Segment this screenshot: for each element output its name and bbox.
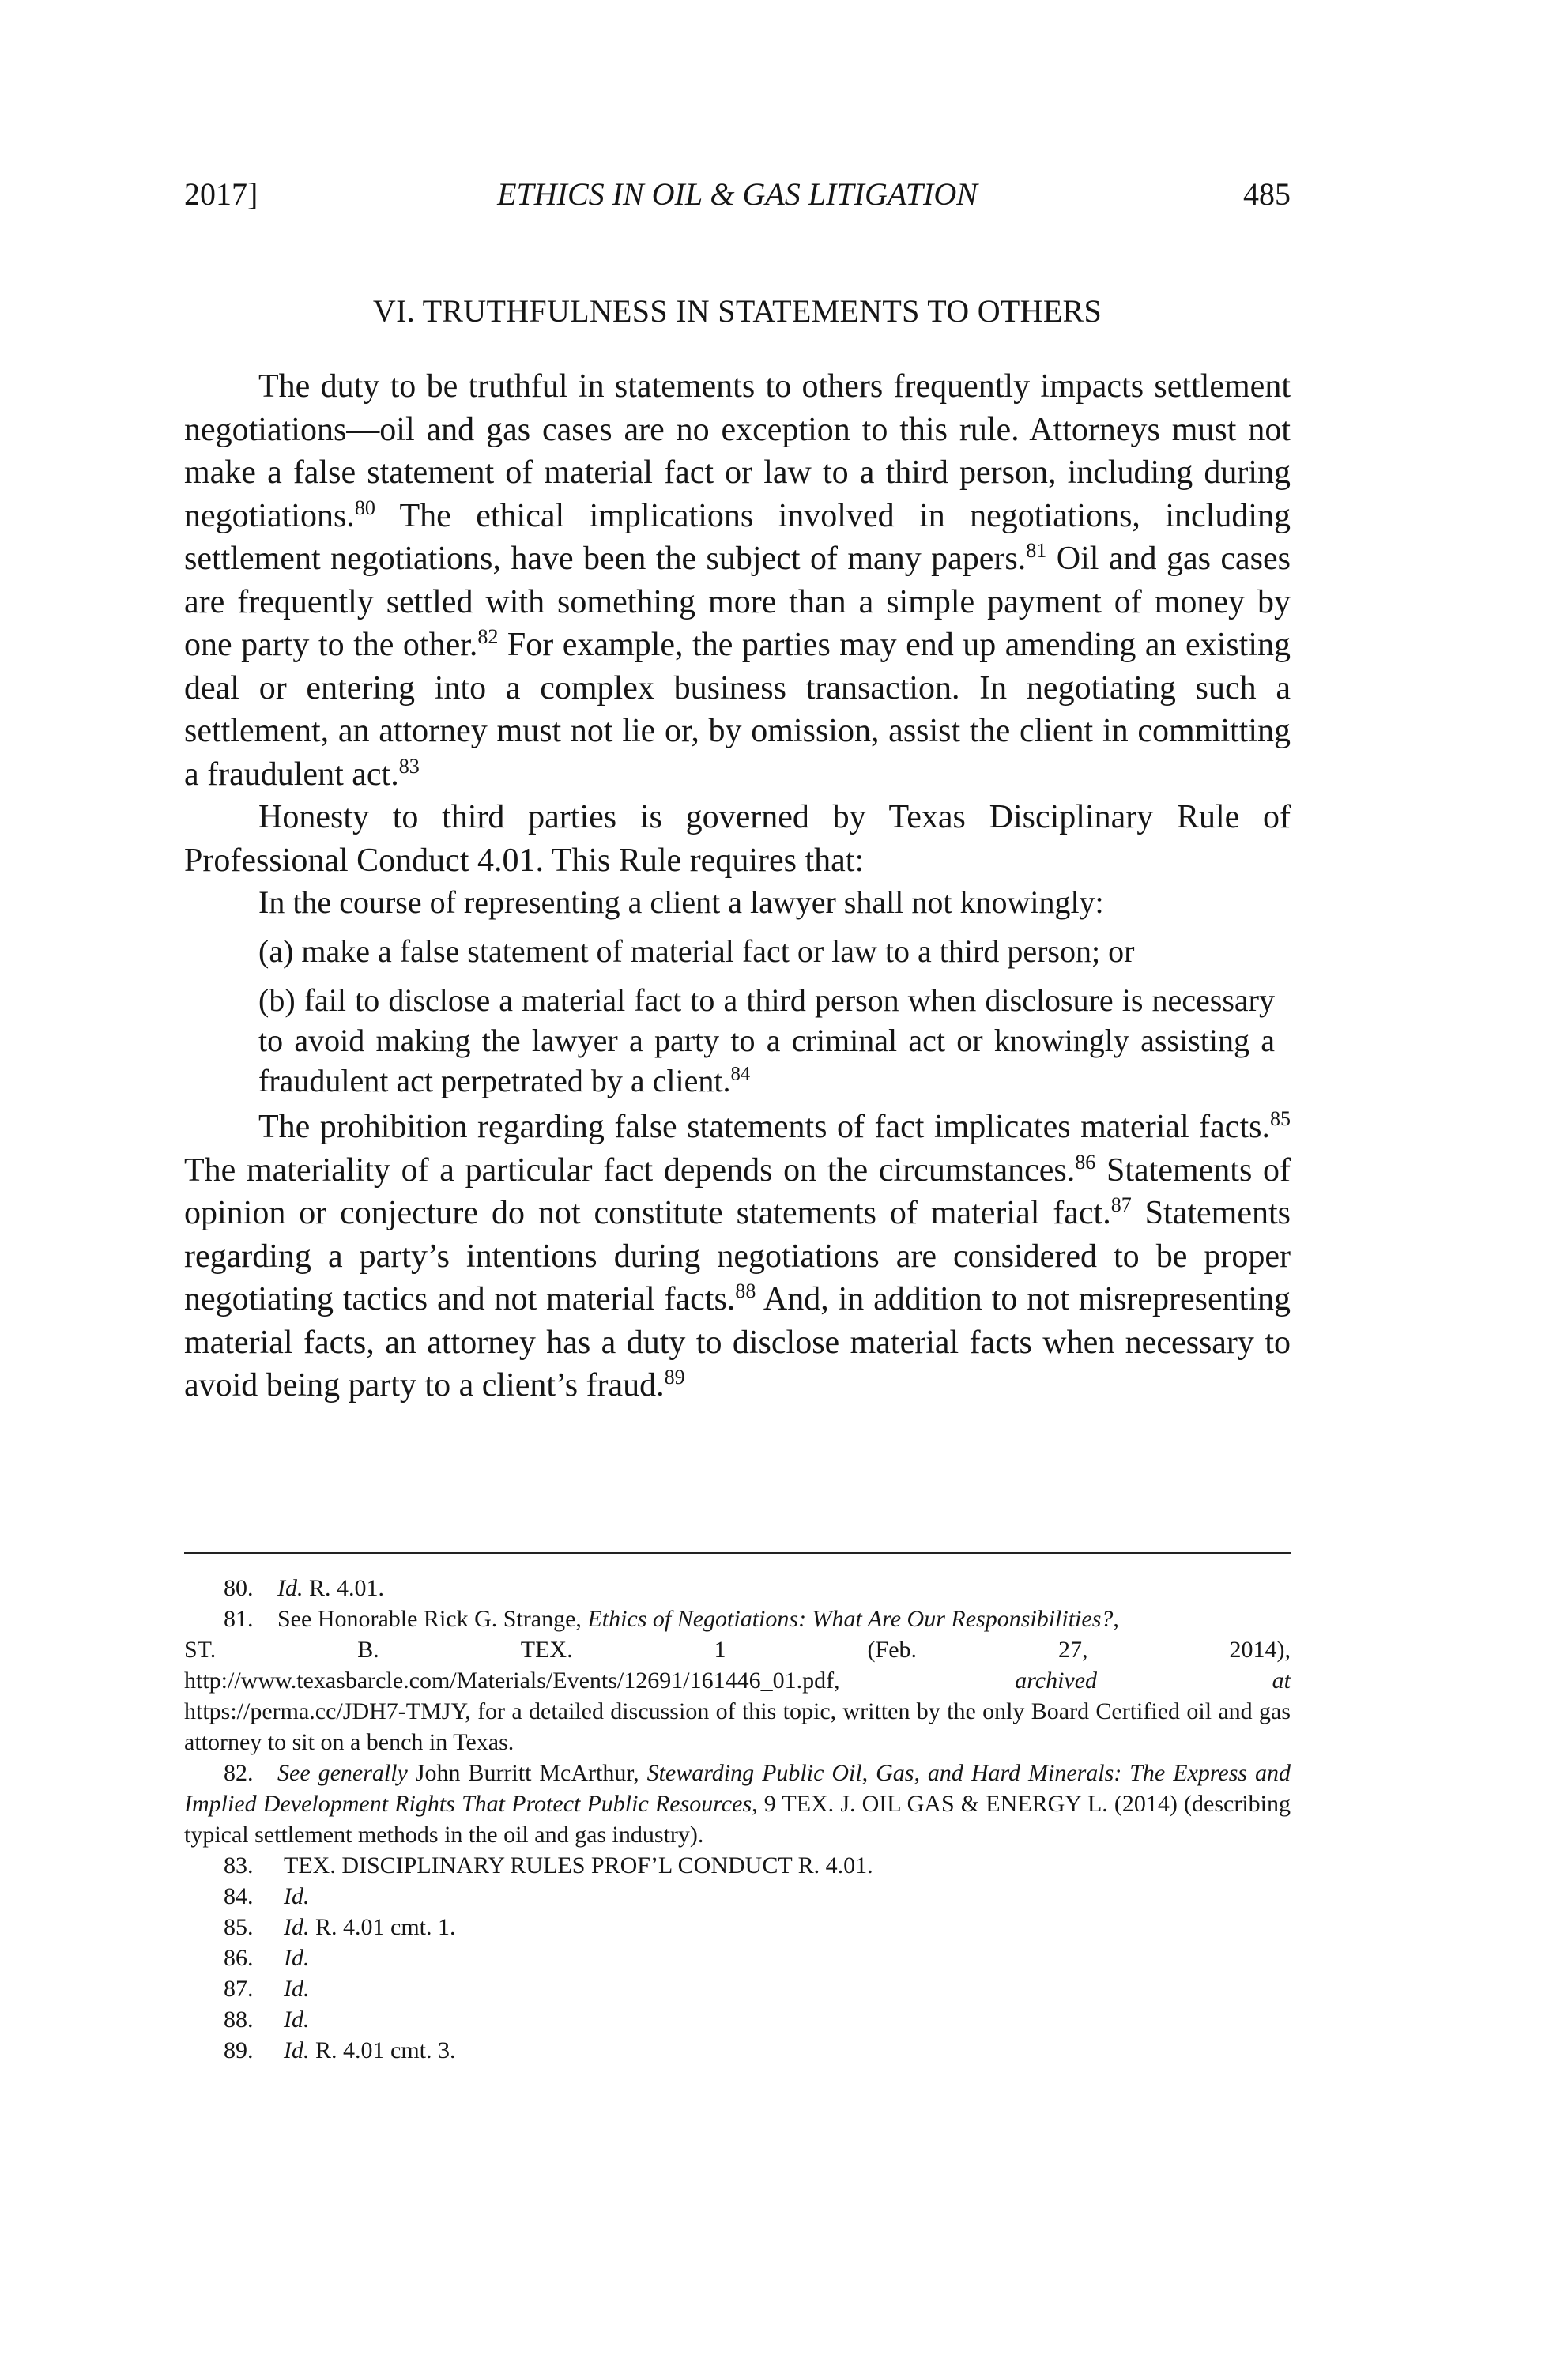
footnote-ref[interactable]: 86 — [1075, 1150, 1096, 1174]
paragraph-1: The duty to be truthful in statements to others frequently impacts settlement negotiations—oil and gas cases are no exception to this rule. Attorneys must not make a false statement of material fact or law to a third person, including during negotiations.$^{80}$ The ethical implications involved in negotiations, including settlement negotiations, have been the subject of many papers.$^{81}$ Oil and gas cases are frequently settled with something more than a simple payment of money by one party to the other.$^{82}$ For example, the parties may end up amending an existing deal or entering into a complex business transaction. In negotiating such a settlement, an attorney must not lie or, by omission, assist the client in committing a fraudulent act.$^{83}$ — [184, 368, 1291, 793]
citation-row: ST. B. TEX. 1 (Feb. 27, 2014), — [184, 1637, 1291, 1663]
url-row: http://www.texasbarcle.com/Materials/Events/12691/161446_01.pdf, archived at — [184, 1665, 1291, 1696]
footnote-ref[interactable]: 84 — [730, 1063, 751, 1085]
footnote-80: 80. Id. R. 4.01. — [224, 1575, 385, 1601]
footnote-ref[interactable]: 80 — [354, 496, 375, 519]
quote-intro: In the course of representing a client a lawyer shall not knowingly: — [258, 884, 1104, 920]
footnote-83: 83. TEX. DISCIPLINARY RULES PROF’L CONDUCT R. 4.01. — [224, 1852, 873, 1879]
body-text — [184, 365, 1291, 1407]
section-heading: VI. TRUTHFULNESS IN STATEMENTS TO OTHERS — [372, 293, 1102, 329]
footnote-88: 88. Id. — [224, 2007, 310, 2033]
footnote-89: 89. Id. R. 4.01 cmt. 3. — [224, 2037, 456, 2063]
footnote-ref[interactable]: 87 — [1110, 1193, 1132, 1216]
footnote-ref[interactable]: 82 — [477, 625, 499, 648]
footnote-87: 87. Id. — [224, 1976, 310, 2002]
quote-item-a: (a) make a false statement of material fact or law to a third person; or — [258, 933, 1135, 969]
footnote-82: 82. See generally John Burritt McArthur, Stewarding Public Oil, Gas, and Hard Minerals: The Express and Implied Development Rights That Protect Public Resources, 9 TEX. J. OIL GAS & ENERGY L. (2014) (describing typical settlement methods in the oil and gas industry). — [184, 1760, 1291, 1848]
footnote-86: 86. Id. — [224, 1945, 310, 1971]
footnote-ref[interactable]: 85 — [1269, 1107, 1291, 1130]
paragraph-3: The prohibition regarding false statements of fact implicates material facts.$^{85}$ The materiality of a particular fact depends on the circumstances.$^{86}$ Statements of opinion or conjecture do not constitute statements of material fact.$^{87}$ Statements regarding a party’s intentions during negotiations are considered to be proper negotiating tactics and not material facts.$^{88}$ And, in addition to not misrepresenting material facts, an attorney has a duty to disclose material facts when necessary to avoid being party to a client’s fraud.$^{89}$ — [184, 1107, 1291, 1404]
header-year: 2017] — [184, 176, 258, 212]
footnote-84: 84. Id. — [224, 1883, 310, 1909]
paragraph-2: Honesty to third parties is governed by Texas Disciplinary Rule of Professional Conduct 4.01. This Rule requires that: — [184, 799, 1291, 879]
running-title: ETHICS IN OIL & GAS LITIGATION — [497, 176, 978, 212]
footnote-ref[interactable]: 88 — [735, 1279, 756, 1302]
footnote-85: 85. Id. R. 4.01 cmt. 1. — [224, 1914, 456, 1940]
footnote-divider — [184, 1552, 1291, 1554]
footnote-ref[interactable]: 81 — [1026, 539, 1047, 562]
footnote-ref[interactable]: 83 — [398, 754, 420, 778]
footnote-ref[interactable]: 89 — [664, 1366, 685, 1389]
footnote-81: 81. See Honorable Rick G. Strange, Ethics of Negotiations: What Are Our Responsibilities?, ST. B. TEX. 1 (Feb. 27, 2014), http://www.texasbarcle.com/Materials/Events/12691/161446_01.pdf, archived at https://perma.cc/JDH7-TMJY, for a detailed discussion of this topic, written by the only Board Certified oil and gas attorney to sit on a bench in Texas. — [184, 1606, 1291, 1755]
page-number: 485 — [1243, 176, 1291, 212]
block-quote — [258, 882, 1275, 1101]
quote-item-b: (b) fail to disclose a material fact to a third person when disclosure is necessary to avoid making the lawyer a party to a criminal act or knowingly assisting a fraudulent act perpetrated by a client.$^{84}$ — [258, 982, 1275, 1098]
running-header — [184, 175, 1291, 223]
footnotes — [184, 1573, 1291, 2066]
source-link[interactable]: http://www.texasbarcle.com/Materials/Events/12691/161446_01.pdf, — [184, 1668, 840, 1694]
